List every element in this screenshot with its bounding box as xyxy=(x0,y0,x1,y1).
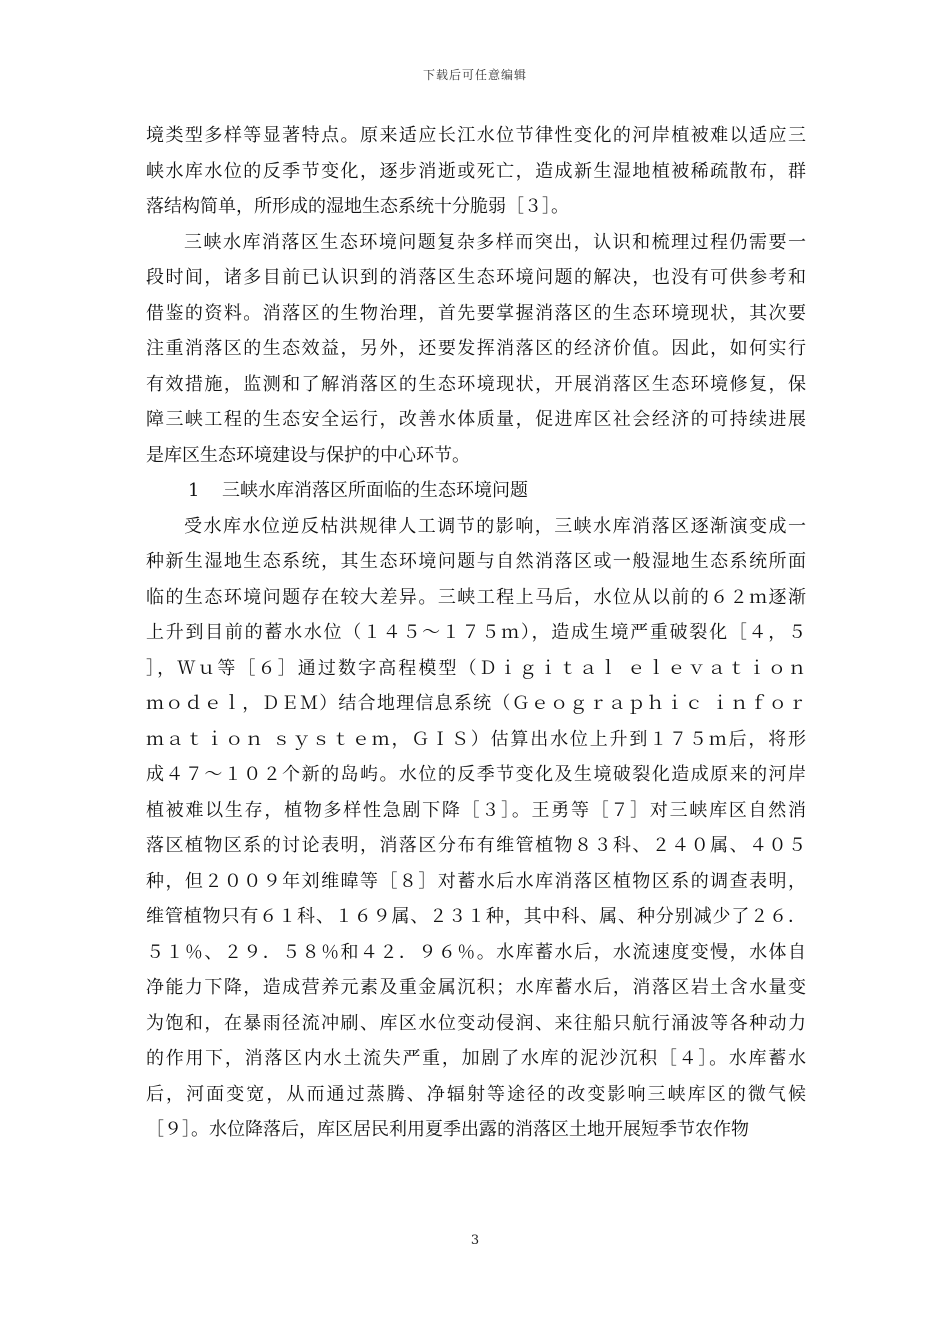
text-line: 上升到目前的蓄水水位（１４５～１７５ｍ），造成生境严重破裂化［４，５ xyxy=(146,622,806,643)
text-line: 是库区生态环境建设与保护的中心环节。 xyxy=(146,444,470,466)
text-line: 注重消落区的生态效益，另外，还要发挥消落区的经济价值。因此，如何实行 xyxy=(146,338,806,359)
text-line: 境类型多样等显著特点。原来适应长江水位节律性变化的河岸植被难以适应三 xyxy=(146,125,806,146)
paragraph xyxy=(146,225,806,474)
text-line: 三峡水库消落区生态环境问题复杂多样而突出，认识和梳理过程仍需要一 xyxy=(184,231,806,253)
text-line: 后，河面变宽，从而通过蒸腾、净辐射等途径的改变影响三峡库区的微气候 xyxy=(146,1083,806,1105)
text-line: 借鉴的资料。消落区的生物治理，首先要掌握消落区的生态环境现状，其次要 xyxy=(146,302,806,324)
text-line: 落区植物区系的讨论表明，消落区分布有维管植物８３科、２４０属、４０５ xyxy=(146,835,806,856)
text-line: 为饱和，在暴雨径流冲刷、库区水位变动侵润、来往船只航行涌波等各种动力 xyxy=(146,1012,806,1034)
text-line: 障三峡工程的生态安全运行，改善水体质量，促进库区社会经济的可持续进展 xyxy=(146,409,806,430)
paragraph xyxy=(146,509,806,1148)
text-line: ５１％、２９．５８％和４２．９６％。水库蓄水后，水流速度变慢，水体自 xyxy=(146,941,806,963)
page-number: 3 xyxy=(470,1233,480,1248)
text-line: ｍｏｄｅｌ，ＤＥＭ）结合地理信息系统（Ｇｅｏｇｒａｐｈｉｃ ｉｎｆｏｒ xyxy=(146,693,806,714)
text-line: 的作用下，消落区内水土流失严重，加剧了水库的泥沙沉积［４］。水库蓄水 xyxy=(146,1048,806,1069)
text-line: 落结构简单，所形成的湿地生态系统十分脆弱［３］。 xyxy=(146,196,569,217)
text-line: 受水库水位逆反枯洪规律人工调节的影响，三峡水库消落区逐渐演变成一 xyxy=(184,515,806,537)
text-line: 段时间，诸多目前已认识到的消落区生态环境问题的解决，也没有可供参考和 xyxy=(146,267,806,288)
document-body xyxy=(146,118,806,1148)
heading-line xyxy=(146,473,806,509)
text-line: 植被难以生存，植物多样性急剧下降［３］。王勇等［７］对三峡库区自然消 xyxy=(146,799,806,821)
paragraph xyxy=(146,118,806,225)
text-line: 临的生态环境问题存在较大差异。三峡工程上马后，水位从以前的６２ｍ逐渐 xyxy=(146,586,806,608)
text-line: 峡水库水位的反季节变化，逐步消逝或死亡，造成新生湿地植被稀疏散布，群 xyxy=(146,160,806,182)
text-line: 种新生湿地生态系统，其生态环境问题与自然消落区或一般湿地生态系统所面 xyxy=(146,551,806,572)
heading-number: 1 xyxy=(188,480,200,501)
text-line: 净能力下降，造成营养元素及重金属沉积；水库蓄水后，消落区岩土含水量变 xyxy=(146,977,806,998)
heading-title: 三峡水库消落区所面临的生态环境问题 xyxy=(222,480,528,501)
text-line: ［９］。水位降落后，库区居民利用夏季出露的消落区土地开展短季节农作物 xyxy=(146,1119,749,1140)
text-line: 成４７～１０２个新的岛屿。水位的反季节变化及生境破裂化造成原来的河岸 xyxy=(146,764,806,785)
section-heading xyxy=(146,473,806,509)
text-line: 种，但２００９年刘维暐等［８］对蓄水后水库消落区植物区系的调查表明， xyxy=(146,870,806,892)
page-header: 下载后可任意编辑 xyxy=(422,68,527,82)
text-line: 有效措施，监测和了解消落区的生态环境现状，开展消落区生态环境修复，保 xyxy=(146,373,806,395)
text-line: ｍａｔｉｏｎ ｓｙｓｔｅｍ，ＧＩＳ）估算出水位上升到１７５ｍ后，将形 xyxy=(146,728,806,750)
text-line: 维管植物只有６１科、１６９属、２３１种，其中科、属、种分别减少了２６． xyxy=(146,906,806,927)
text-line: ］，Ｗｕ等［６］通过数字高程模型（Ｄｉｇｉｔａｌ ｅｌｅｖａｔｉｏｎ xyxy=(146,657,806,679)
